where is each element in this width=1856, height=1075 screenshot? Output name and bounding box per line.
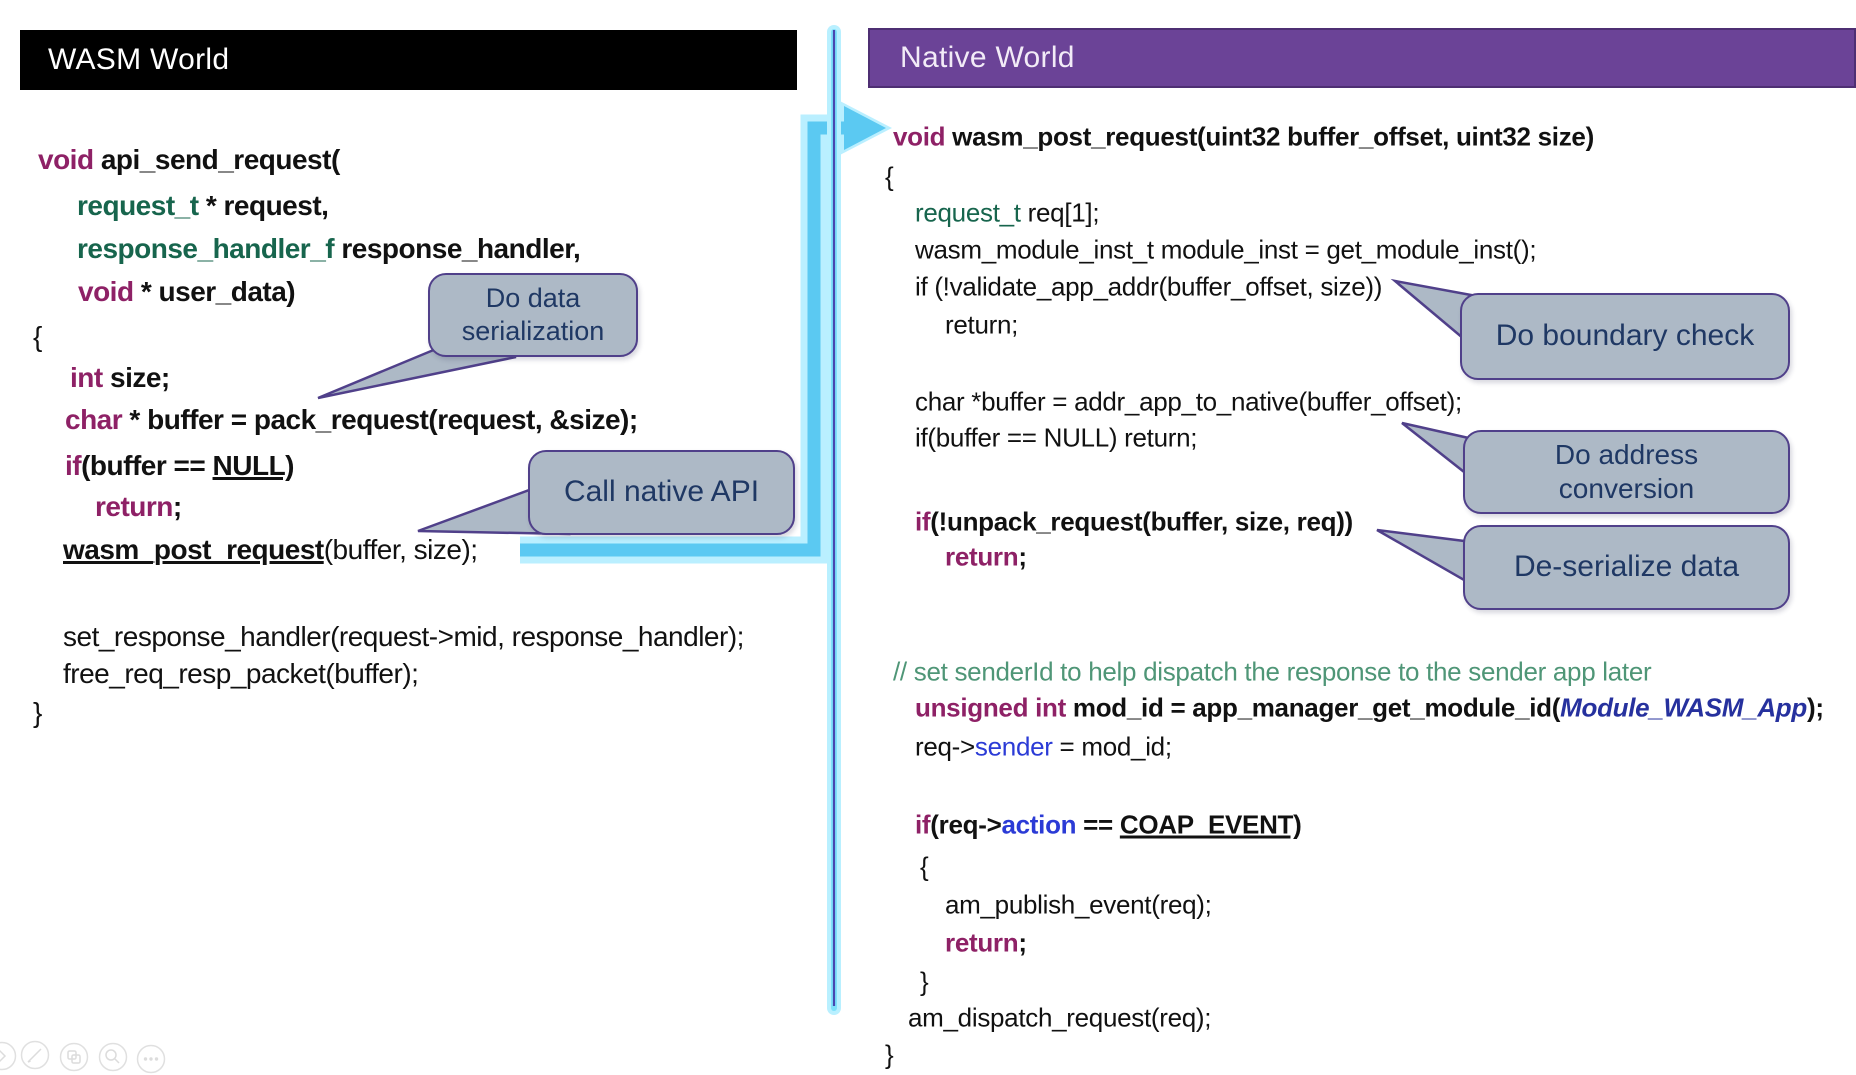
code-segment: { bbox=[920, 851, 929, 882]
code-segment: COAP_EVENT) bbox=[1119, 809, 1302, 840]
code-segment: = mod_id; bbox=[1052, 731, 1172, 762]
code-segment: (buffer == bbox=[81, 450, 213, 481]
code-segment: void bbox=[38, 144, 94, 175]
code-segment: wasm_post_request bbox=[63, 534, 324, 565]
code-segment: ); bbox=[1806, 692, 1824, 723]
code-segment: char bbox=[65, 404, 123, 435]
code-segment: ; bbox=[1018, 927, 1027, 958]
callout-text: serialization bbox=[461, 316, 605, 346]
callout-do-data-serialization bbox=[428, 273, 638, 357]
code-segment: size; bbox=[102, 362, 170, 393]
code-segment: if bbox=[915, 506, 931, 537]
callout-text: Call native API bbox=[563, 475, 760, 509]
callout-text: Do boundary check bbox=[1495, 319, 1755, 353]
wasm-world-title: WASM World bbox=[48, 43, 230, 76]
code-segment: am_dispatch_request(req); bbox=[908, 1002, 1212, 1033]
wasm-world-header bbox=[20, 30, 797, 90]
code-segment: NULL) bbox=[212, 450, 295, 481]
code-segment: wasm_post_request(uint32 buffer_offset, uint32 size) bbox=[945, 121, 1594, 152]
code-segment: char *buffer = addr_app_to_native(buffer_offset); bbox=[915, 386, 1462, 417]
magnifier-icon[interactable] bbox=[100, 1044, 127, 1071]
code-segment: if bbox=[915, 809, 931, 840]
code-segment: request_t bbox=[915, 197, 1021, 228]
callout-do-boundary-check bbox=[1460, 293, 1790, 380]
code-segment: } bbox=[885, 1039, 894, 1070]
native-world-header bbox=[868, 28, 1856, 88]
code-segment: * user_data) bbox=[133, 276, 296, 307]
code-segment: request_t bbox=[77, 190, 199, 221]
code-segment: free_req_resp_packet(buffer); bbox=[63, 658, 419, 689]
code-segment: ; bbox=[1018, 541, 1027, 572]
callout-de-serialize-data bbox=[1463, 525, 1790, 610]
code-segment: int bbox=[70, 362, 103, 393]
code-segment: * buffer = pack_request(request, &size); bbox=[122, 404, 638, 435]
code-segment: void bbox=[893, 121, 946, 152]
code-segment: if (!validate_app_addr(buffer_offset, size)) bbox=[915, 271, 1383, 302]
code-segment: action bbox=[1001, 809, 1077, 840]
callout-text: Do data bbox=[485, 283, 581, 314]
code-segment: if(buffer == NULL) return; bbox=[915, 422, 1198, 453]
code-segment: (req-> bbox=[930, 809, 1002, 840]
code-segment: mod_id = app_manager_get_module_id( bbox=[1065, 692, 1561, 723]
callout-call-native-api bbox=[528, 450, 795, 535]
code-segment: return bbox=[945, 927, 1019, 958]
previous-icon[interactable] bbox=[0, 1043, 16, 1070]
code-segment: unsigned int bbox=[915, 692, 1066, 723]
code-segment: api_send_request( bbox=[93, 144, 340, 175]
code-segment: } bbox=[920, 966, 929, 997]
code-segment: * request, bbox=[198, 190, 329, 221]
native-world-title: Native World bbox=[900, 41, 1075, 74]
presenter-toolbar bbox=[0, 1038, 180, 1075]
callout-text: conversion bbox=[1558, 473, 1695, 504]
code-segment: response_handler, bbox=[334, 233, 581, 264]
callout-text: Do address bbox=[1554, 438, 1699, 470]
code-segment: set_response_handler(request->mid, response_handler); bbox=[63, 621, 744, 652]
code-segment: wasm_module_inst_t module_inst = get_module_inst(); bbox=[915, 234, 1537, 265]
code-segment: Module_WASM_App bbox=[1560, 692, 1807, 723]
pen-icon[interactable] bbox=[22, 1042, 49, 1069]
code-segment: { bbox=[885, 161, 894, 192]
code-segment: (!unpack_request(buffer, size, req)) bbox=[930, 506, 1353, 537]
code-segment: req-> bbox=[915, 731, 975, 762]
callout-do-address-conversion bbox=[1463, 430, 1790, 514]
code-segment: return bbox=[95, 491, 173, 522]
code-segment: return; bbox=[945, 309, 1019, 340]
ellipsis-icon[interactable] bbox=[138, 1046, 165, 1073]
code-segment: am_publish_event(req); bbox=[945, 889, 1212, 920]
code-segment: (buffer, size); bbox=[323, 534, 478, 565]
code-segment: // set senderId to help dispatch the response to the sender app later bbox=[893, 656, 1652, 687]
code-segment: sender bbox=[974, 731, 1053, 762]
code-segment: response_handler_f bbox=[77, 233, 335, 264]
slides-icon[interactable] bbox=[61, 1044, 88, 1071]
code-segment: { bbox=[33, 321, 42, 352]
code-segment: return bbox=[945, 541, 1019, 572]
callout-text: De-serialize data bbox=[1513, 550, 1740, 584]
code-segment: == bbox=[1076, 809, 1120, 840]
code-segment: void bbox=[78, 276, 134, 307]
code-segment: if bbox=[65, 450, 82, 481]
code-segment: } bbox=[33, 697, 42, 728]
code-segment: ; bbox=[172, 491, 182, 522]
code-segment: req[1]; bbox=[1020, 197, 1100, 228]
